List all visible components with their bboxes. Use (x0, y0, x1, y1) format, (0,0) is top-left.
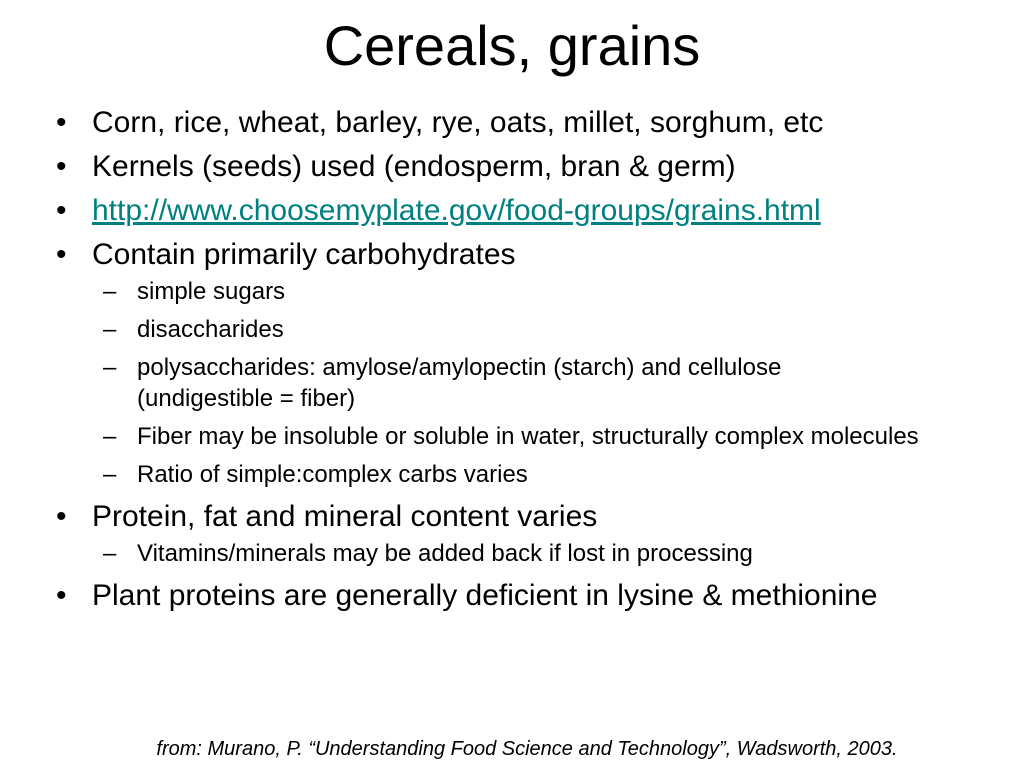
bullet-marker: • (56, 500, 67, 533)
bullet-item-plant-proteins (0, 579, 1024, 613)
citation-footer: from: Murano, P. “Understanding Food Science and Technology”, Wadsworth, 2003. (156, 738, 898, 760)
sub-bullet-item (0, 314, 984, 345)
bullet-list (0, 106, 1024, 623)
sub-bullet-item (0, 459, 984, 490)
sub-bullet-text: disaccharides (137, 316, 284, 343)
sub-bullet-text: Vitamins/minerals may be added back if lost in processing (137, 540, 753, 567)
bullet-item-protein-fat (0, 500, 1024, 569)
bullet-text: Corn, rice, wheat, barley, rye, oats, millet, sorghum, etc (92, 106, 824, 139)
sub-bullet-item (0, 352, 984, 414)
bullet-marker: • (56, 150, 67, 183)
sub-bullet-marker: – (103, 316, 117, 343)
bullet-item-carbohydrates (0, 238, 1024, 490)
sub-bullet-text: polysaccharides: amylose/amylopectin (starch) and cellulose (undigestible = fiber) (137, 354, 782, 412)
sub-bullet-marker: – (103, 461, 117, 488)
sub-bullet-item (0, 538, 984, 569)
sub-bullet-marker: – (103, 540, 117, 567)
bullet-item-link (0, 194, 1024, 228)
slide-title: Cereals, grains (323, 14, 701, 77)
sub-bullet-item (0, 421, 984, 452)
sub-bullet-marker: – (103, 354, 117, 381)
sub-bullet-list (92, 538, 984, 569)
bullet-text: Protein, fat and mineral content varies (92, 500, 598, 533)
bullet-text: Contain primarily carbohydrates (92, 238, 516, 271)
bullet-text: Kernels (seeds) used (endosperm, bran & germ) (92, 150, 736, 183)
bullet-marker: • (56, 238, 67, 271)
bullet-item-grains-list (0, 106, 1024, 140)
choosemyplate-link[interactable]: http://www.choosemyplate.gov/food-groups/grains.html (92, 194, 821, 227)
bullet-marker: • (56, 579, 67, 612)
sub-bullet-text: simple sugars (137, 278, 286, 305)
bullet-text: Plant proteins are generally deficient in lysine & methionine (92, 579, 878, 612)
sub-bullet-text: Fiber may be insoluble or soluble in water, structurally complex molecules (137, 423, 919, 450)
sub-bullet-marker: – (103, 278, 117, 305)
bullet-marker: • (56, 106, 67, 139)
sub-bullet-item (0, 276, 984, 307)
sub-bullet-text: Ratio of simple:complex carbs varies (137, 461, 528, 488)
bullet-marker: • (56, 194, 67, 227)
sub-bullet-marker: – (103, 423, 117, 450)
sub-bullet-list (92, 276, 984, 490)
bullet-item-kernels (0, 150, 1024, 184)
